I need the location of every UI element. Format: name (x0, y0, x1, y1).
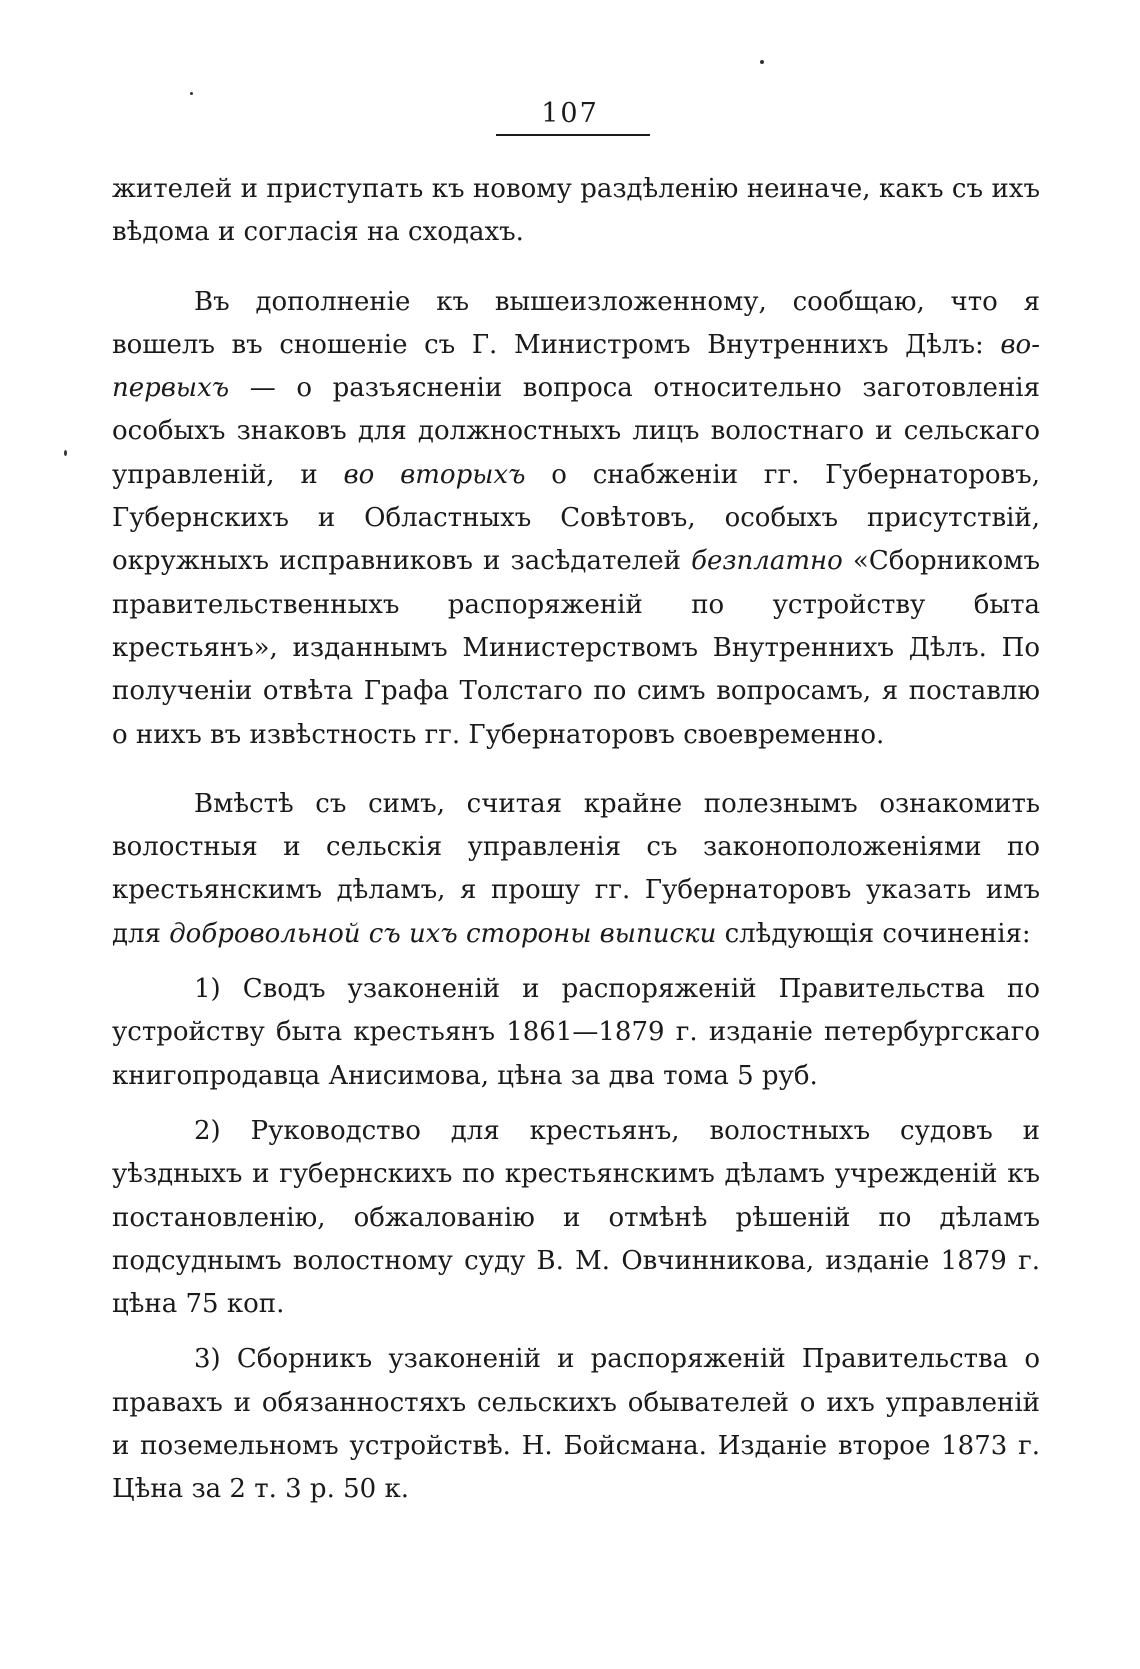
emphasis-text: добровольной съ ихъ стороны выписки (169, 918, 717, 949)
text-segment: «Сборникомъ правительственныхъ распоряженій по устройству быта крестьянъ», изданнымъ Министерствомъ Внутреннихъ Дѣлъ. По полученіи отвѣта Графа Толстаго по симъ вопросамъ, я поставлю о нихъ въ извѣстность гг. Губернаторовъ своевременно. (112, 546, 1040, 750)
document-body (112, 168, 1040, 1516)
emphasis-text: во-первыхъ (112, 329, 1040, 404)
page-number-rule (496, 134, 650, 136)
paragraph-recommendation (112, 783, 1040, 956)
text-segment: Въ дополненіе къ вышеизложенному, сообщаю, что я вошелъ въ сношеніе съ Г. Министромъ Внутреннихъ Дѣлъ: (112, 286, 1040, 360)
ink-speck (190, 92, 193, 95)
text-segment: о снабженіи гг. Губернаторовъ, Губернскихъ и Областныхъ Совѣтовъ, особыхъ присутствій, окружныхъ исправниковъ и засѣдателей (112, 459, 1040, 577)
list-item: 2) Руководство для крестьянъ, волостныхъ судовъ и уѣздныхъ и губернскихъ по крестьянскимъ дѣламъ учрежденій къ постановленію, обжалованію и отмѣнѣ рѣшеній по дѣламъ подсуднымъ волостному суду В. М. Овчинникова, изданіе 1879 г. цѣна 75 коп. (112, 1115, 1040, 1320)
text-segment: слѣдующія сочиненія: (716, 918, 1031, 949)
list-item: 3) Сборникъ узаконеній и распоряженій Правительства о правахъ и обязанностяхъ сельскихъ обывателей о ихъ управленій и поземельномъ устройствѣ. Н. Бойсмана. Изданіе второе 1873 г. Цѣна за 2 т. 3 р. 50 к. (112, 1344, 1040, 1505)
text-segment: Вмѣстѣ съ симъ, считая крайне полезнымъ ознакомить волостныя и сельскія управленія съ законоположеніями по крестьянскимъ дѣламъ, я прошу гг. Губернаторовъ указать имъ для (112, 788, 1040, 949)
ink-speck (760, 60, 764, 64)
emphasis-text: безплатно (691, 546, 843, 577)
paragraph-continuation: жителей и приступать къ новому раздѣленію неиначе, какъ съ ихъ вѣдома и согласія на сходахъ. (112, 174, 1040, 248)
emphasis-text: во вторыхъ (343, 459, 526, 490)
paragraph-correspondence (112, 281, 1040, 757)
text-segment: — о разъясненіи вопроса относительно заготовленія особыхъ знаковъ для должностныхъ лицъ волостнаго и сельскаго управленій, и (112, 373, 1040, 490)
page-number: 107 (541, 98, 599, 129)
ink-speck (64, 450, 67, 456)
list-item: 1) Сводъ узаконеній и распоряженій Правительства по устройству быта крестьянъ 1861—1879 г. изданіе петербургскаго книгопродавца Анисимова, цѣна за два тома 5 руб. (112, 974, 1040, 1091)
